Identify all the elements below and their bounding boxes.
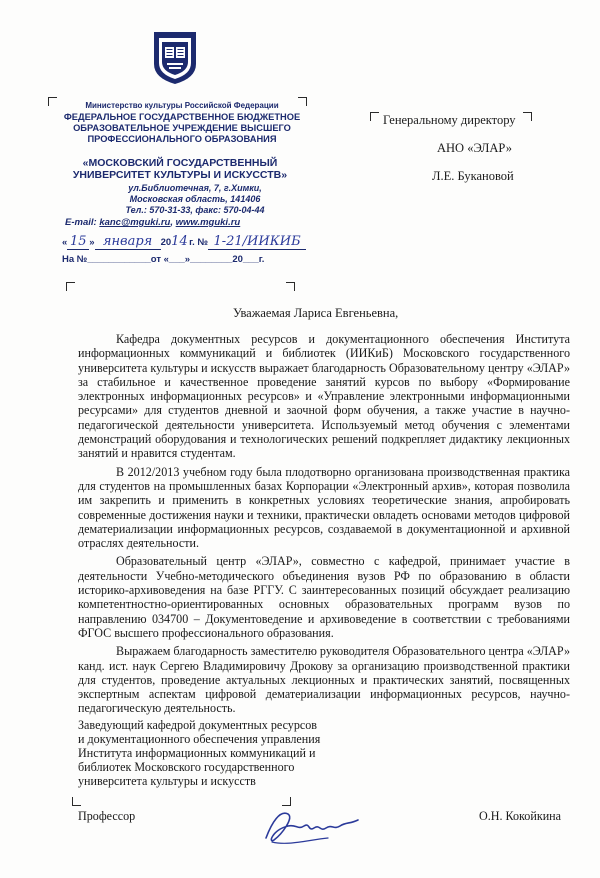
corner-mark <box>286 282 295 291</box>
corner-mark <box>523 112 532 121</box>
outgoing-registration <box>62 234 306 250</box>
university-name-line: УНИВЕРСИТЕТ КУЛЬТУРЫ И ИСКУССТВ» <box>72 169 288 181</box>
address-line: ул.Библиотечная, 7, г.Химки, <box>128 183 262 193</box>
corner-mark <box>370 112 379 121</box>
ministry-name: Министерство культуры Российской Федерации <box>85 101 279 110</box>
year-prefix: 20 <box>160 237 172 248</box>
body-paragraph: Выражаем благодарность заместителю руководителя Образовательного центра «ЭЛАР» канд. ист. наук Сергею Владимировичу Дрокову за организацию производственной практики для студентов, проведение актуальных лекционных и практических занятий, посвященных экспертным аспектам цифровой дематериализации информационных ресурсов, научно-педагогическую деятельность. <box>78 644 570 716</box>
signatory-position-line: и документационного обеспечения управления <box>78 732 321 746</box>
university-name-line: «МОСКОВСКИЙ ГОСУДАРСТВЕННЫЙ <box>82 157 278 169</box>
signatory-name: О.Н. Кокойкина <box>479 809 562 823</box>
university-address <box>95 183 295 216</box>
email-link[interactable]: kanc@mguki.ru <box>99 217 171 228</box>
signatory-position <box>78 718 378 788</box>
reg-number-label: г. № <box>189 237 209 248</box>
letter-body <box>78 332 570 720</box>
date-quote-open: « <box>62 237 68 248</box>
phone-fax: Тел.: 570-31-33, факс: 570-04-44 <box>125 205 265 215</box>
institution-type-line: ОБРАЗОВАТЕЛЬНОЕ УЧРЕЖДЕНИЕ ВЫСШЕГО <box>73 123 291 133</box>
address-line: Московская область, 141406 <box>129 194 261 204</box>
body-paragraph: Кафедра документных ресурсов и документационного обеспечения Института информационных коммуникаций и библиотек (ИИКиБ) Московского государственного университета культуры и искусств выражает благодарность Образовательному центру «ЭЛАР» за стабильное и качественное проведение занятий курсов по выбору «Формирование электронных информационных ресурсов» и «Управление электронными информационными ресурсами» для студентов дневной и заочной форм обучения, а также участие в научно-педагогической деятельности университета. Используемый метод обучения с элементами демонстраций оборудования и технологических решений подкрепляет дидактику лекционных занятий и нравится студентам. <box>78 332 570 461</box>
institution-type-line: ФЕДЕРАЛЬНОЕ ГОСУДАРСТВЕННОЕ БЮДЖЕТНОЕ <box>63 112 301 122</box>
website-link[interactable]: www.mguki.ru <box>175 217 241 228</box>
institution-type <box>52 112 312 145</box>
university-name <box>70 157 290 181</box>
reg-year: 14 <box>171 234 188 249</box>
corner-mark <box>72 797 81 806</box>
signatory-position-line: библиотек Московского государственного <box>78 760 295 774</box>
signatory-title: Профессор <box>78 809 136 823</box>
reg-day: 15 <box>67 234 89 250</box>
reg-number: 1-21/ИИКИБ <box>208 234 306 250</box>
contact-line <box>65 217 295 228</box>
addressee-position: Генеральному директору <box>383 113 516 127</box>
reg-month: января <box>95 234 161 250</box>
corner-mark <box>48 97 57 106</box>
salutation: Уважаемая Лариса Евгеньевна, <box>233 306 399 320</box>
reply-reference: На №____________от «___»________20___г. <box>62 254 265 265</box>
handwritten-signature-icon <box>258 800 368 850</box>
email-label: E-mail: <box>65 217 100 228</box>
addressee-name: Л.Е. Букановой <box>432 169 514 183</box>
signatory-position-line: Заведующий кафедрой документных ресурсов <box>78 718 318 732</box>
corner-mark <box>66 282 75 291</box>
corner-mark <box>298 97 307 106</box>
addressee-organization: АНО «ЭЛАР» <box>437 141 512 155</box>
signatory-position-line: университета культуры и искусств <box>78 774 256 788</box>
signatory-position-line: Института информационных коммуникаций и <box>78 746 316 760</box>
institution-type-line: ПРОФЕССИОНАЛЬНОГО ОБРАЗОВАНИЯ <box>87 134 277 144</box>
date-quote-close: » <box>89 237 95 248</box>
body-paragraph: Образовательный центр «ЭЛАР», совместно с кафедрой, принимает участие в деятельности Учебно-методического объединения вузов РФ по образованию в области историко-архивоведения на базе РГГУ. С заинтересованных позиций обсуждает реализацию компетентностно-ориентированных основных образовательных программ вузов по направлению 034700 – Документоведение и архивоведение в соответствии с требованиями ФГОС высшего профессионального образования. <box>78 554 570 640</box>
body-paragraph: В 2012/2013 учебном году была плодотворно организована производственная практика для студентов на промышленных базах Корпорации «Электронный архив», которая позволила им закрепить и применить в конкретных условиях теоретические знания, апробировать современные достижения науки и техники, практически овладеть основами методов цифровой дематериализации информационных ресурсов, создаваемой в документационной и архивной отраслях деятельности. <box>78 464 570 551</box>
university-emblem-icon <box>150 30 200 86</box>
contact-separator: , <box>170 217 176 228</box>
